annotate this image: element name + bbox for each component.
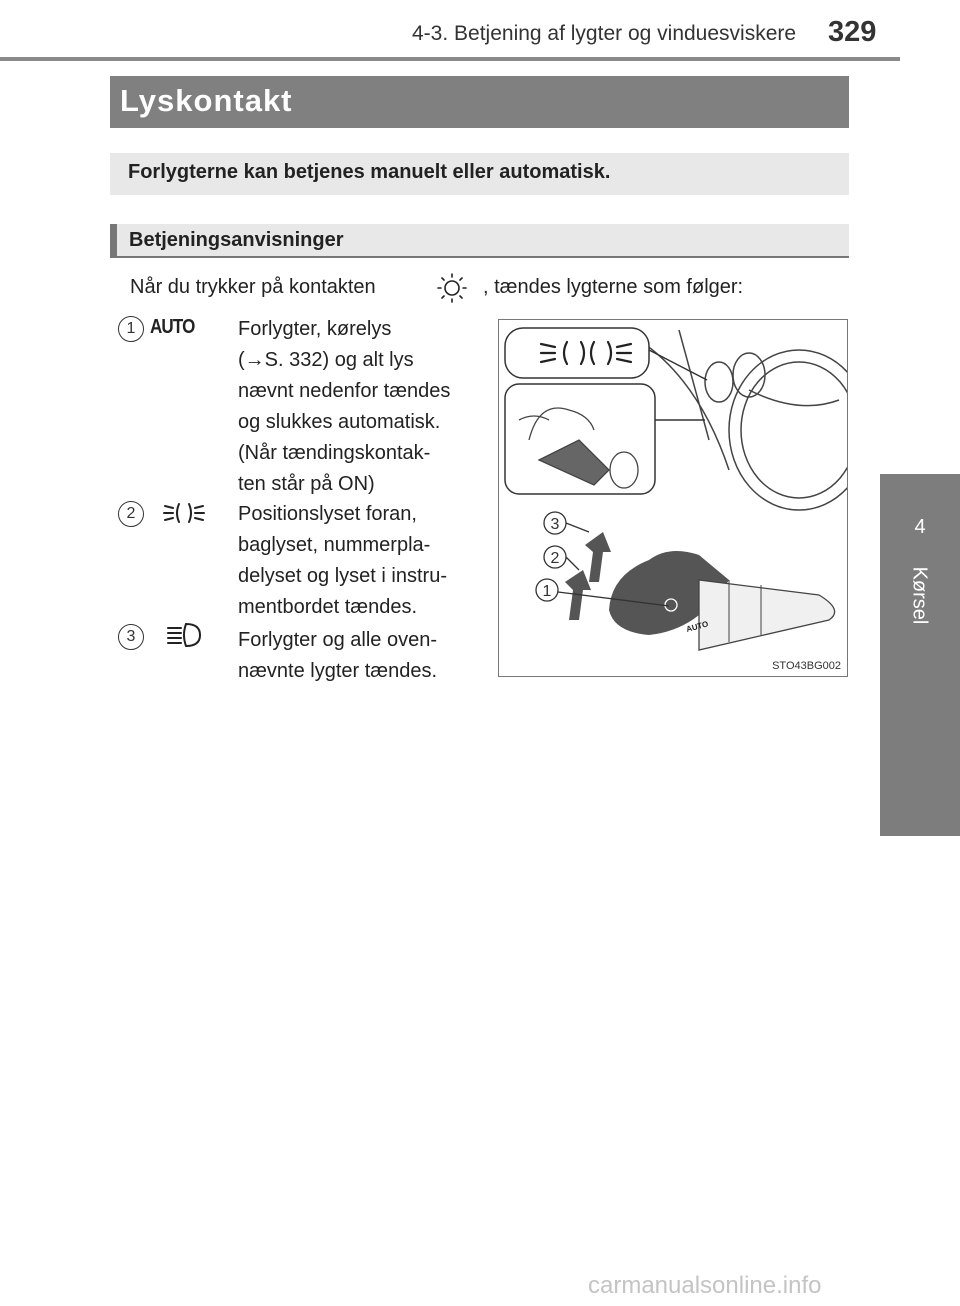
intro-text: Forlygterne kan betjenes manuelt eller automatisk. — [128, 161, 611, 183]
intro-box — [110, 153, 849, 195]
callout-3: 3 — [550, 516, 560, 533]
light-switch-illustration — [498, 319, 848, 677]
item-number-2: 2 — [118, 501, 144, 527]
item-1-line: ten står på ON) — [238, 473, 375, 495]
callout-2: 2 — [550, 550, 560, 567]
position-light-icon — [162, 498, 206, 528]
illustration-drawing — [499, 320, 847, 676]
section-title: Lyskontakt — [120, 83, 293, 118]
chapter-number: 4 — [914, 516, 926, 538]
item-2-line: baglyset, nummerpla- — [238, 534, 431, 556]
item-2-description — [238, 499, 464, 623]
headlight-sun-icon — [432, 272, 472, 304]
switch-auto-label: AUTO — [685, 619, 710, 634]
auto-text-icon: AUTO — [150, 316, 195, 338]
item-number-3: 3 — [118, 624, 144, 650]
item-2-line: delyset og lyset i instru- — [238, 565, 447, 587]
lead-text-tail: , tændes lygterne som følger: — [483, 276, 744, 298]
item-1-line: nævnt nedenfor tændes — [238, 380, 451, 402]
chapter-title-text: Kørsel — [908, 566, 931, 625]
item-3-description — [238, 625, 464, 687]
chapter-title — [908, 540, 932, 650]
item-2-line: Positionslyset foran, — [238, 503, 417, 525]
item-1-description — [238, 314, 464, 500]
running-header: 4-3. Betjening af lygter og vinduesviskere — [412, 22, 797, 45]
subsection-title: Betjeningsanvisninger — [129, 229, 344, 251]
item-1-line: og slukkes automatisk. — [238, 411, 441, 433]
item-number-1: 1 — [118, 316, 144, 342]
item-1-line: (Når tændingskontak- — [238, 442, 431, 464]
headlight-icon — [162, 620, 206, 650]
item-3-line: Forlygter og alle oven- — [238, 629, 437, 651]
item-1-line: (→S. 332) og alt lys — [238, 349, 414, 371]
item-2-line: mentbordet tændes. — [238, 596, 417, 618]
figure-code: STO43BG002 — [772, 660, 841, 672]
page-number: 329 — [828, 16, 877, 48]
section-title-bar — [110, 76, 849, 128]
header-rule — [0, 57, 900, 61]
callout-1: 1 — [542, 583, 552, 600]
item-1-line: Forlygter, kørelys — [238, 318, 392, 340]
lead-text: Når du trykker på kontakten — [130, 276, 376, 298]
item-3-line: nævnte lygter tændes. — [238, 660, 437, 682]
watermark: carmanualsonline.info — [588, 1272, 822, 1299]
subsection-heading — [110, 224, 849, 258]
